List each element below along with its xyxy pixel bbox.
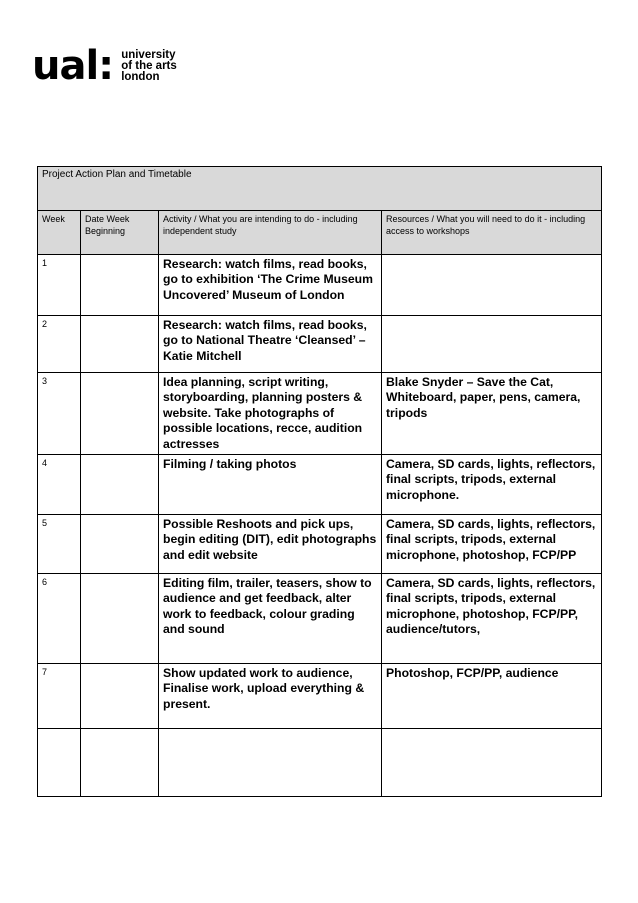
resources-cell [382,255,602,316]
date-cell [81,574,159,664]
header-resources: Resources / What you will need to do it - including access to workshops [382,211,602,255]
table-row [38,574,602,664]
logo-mark: ual: [32,43,114,89]
header-activity: Activity / What you are intending to do - including independent study [159,211,382,255]
table-title: Project Action Plan and Timetable [38,167,602,211]
date-cell [81,316,159,373]
resources-cell [382,316,602,373]
table-row [38,664,602,729]
week-cell: 5 [38,515,81,574]
week-cell: 4 [38,455,81,515]
week-cell: 3 [38,373,81,455]
activity-cell: Show updated work to audience, Finalise work, upload everything & present. [159,664,382,729]
date-cell [81,729,159,797]
resources-cell [382,729,602,797]
date-cell [81,255,159,316]
activity-cell: Editing film, trailer, teasers, show to audience and get feedback, alter work to feedback, colour grading and sound [159,574,382,664]
resources-cell: Blake Snyder – Save the Cat, Whiteboard, paper, pens, camera, tripods [382,373,602,455]
table-title-row [38,167,602,211]
header-date: Date Week Beginning [81,211,159,255]
logo-line-1: university [121,49,176,61]
table-row [38,255,602,316]
logo-line-3: london [121,71,160,83]
date-cell [81,515,159,574]
activity-cell: Research: watch films, read books, go to exhibition ‘The Crime Museum Uncovered’ Museum of London [159,255,382,316]
resources-cell: Camera, SD cards, lights, reflectors, final scripts, tripods, external microphone, photoshop, FCP/PP [382,515,602,574]
ual-logo [32,43,177,90]
table-row [38,316,602,373]
table-row [38,455,602,515]
activity-cell [159,729,382,797]
resources-cell: Photoshop, FCP/PP, audience [382,664,602,729]
resources-cell: Camera, SD cards, lights, reflectors, final scripts, tripods, external microphone. [382,455,602,515]
date-cell [81,664,159,729]
resources-cell: Camera, SD cards, lights, reflectors, final scripts, tripods, external microphone, photoshop, FCP/PP, audience/tutors, [382,574,602,664]
activity-cell: Filming / taking photos [159,455,382,515]
logo-wordmark [121,50,177,83]
header-week: Week [38,211,81,255]
activity-cell: Research: watch films, read books, go to National Theatre ‘Cleansed’ – Katie Mitchell [159,316,382,373]
week-cell: 2 [38,316,81,373]
week-cell: 7 [38,664,81,729]
table-row [38,515,602,574]
date-cell [81,373,159,455]
activity-cell: Idea planning, script writing, storyboarding, planning posters & website. Take photographs of possible locations, recce, audition actresses [159,373,382,455]
activity-cell: Possible Reshoots and pick ups, begin editing (DIT), edit photographs and edit website [159,515,382,574]
logo-line-2: of the arts [121,60,177,72]
table-row [38,729,602,797]
table-row [38,373,602,455]
week-cell: 1 [38,255,81,316]
table-header-row [38,211,602,255]
week-cell [38,729,81,797]
action-plan-table [37,166,602,797]
date-cell [81,455,159,515]
week-cell: 6 [38,574,81,664]
